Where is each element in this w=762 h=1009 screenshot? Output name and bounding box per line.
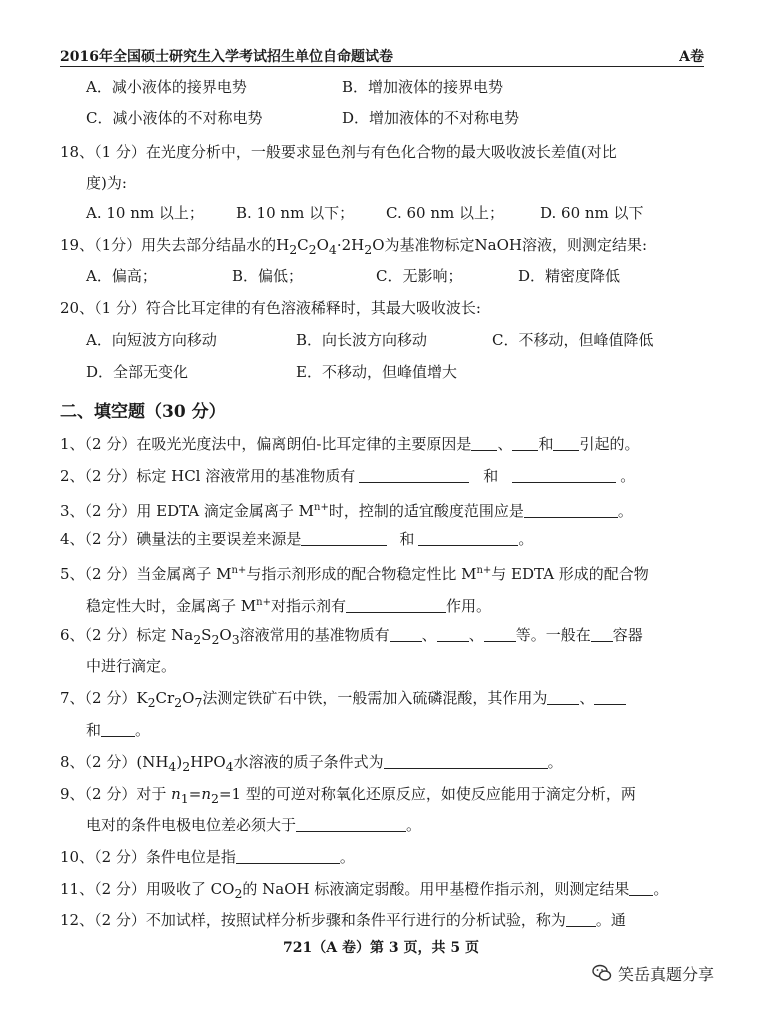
q20-option-a: A．向短波方向移动 bbox=[86, 331, 217, 349]
q20-option-c: C．不移动，但峰值降低 bbox=[492, 331, 654, 349]
fill-question-6-line2: 中进行滴定。 bbox=[86, 657, 177, 675]
fill-question-4: 4、（2 分）碘量法的主要误差来源是 和 。 bbox=[60, 530, 534, 548]
q19-option-c: C．无影响； bbox=[376, 267, 463, 285]
q18-option-a: A. 10 nm 以上； bbox=[86, 204, 204, 222]
fill-question-1: 1、（2 分）在吸光光度法中，偏离朗伯-比耳定律的主要原因是 、 和 引起的。 bbox=[60, 435, 640, 453]
watermark-text: 笑岳真题分享 bbox=[618, 965, 715, 984]
wechat-icon bbox=[592, 963, 612, 983]
fill-question-5-line2: 稳定性大时，金属离子 $M^{n+}$对指示剂有 作用。 bbox=[86, 597, 491, 615]
fill-question-6-line1: 6、（2 分）标定 $Na_2S_2O_3$溶液常用的基准物质有 、 、 等。一般在 容器 bbox=[60, 626, 643, 647]
q17-option-b: B．增加液体的接界电势 bbox=[342, 78, 504, 96]
q20-stem: 20、（1 分）符合比耳定律的有色溶液稀释时，其最大吸收波长: bbox=[60, 299, 481, 317]
q18-stem-line2: 度)为: bbox=[86, 174, 127, 192]
fill-question-9-line2: 电对的条件电极电位差必须大于 。 bbox=[86, 816, 422, 834]
exam-version: A卷 bbox=[679, 49, 704, 65]
fill-question-5-line1: 5、（2 分）当金属离子 $M^{n+}$与指示剂形成的配合物稳定性比 $M^{n+}$与 EDTA 形成的配合物 bbox=[60, 565, 649, 583]
fill-question-11: 11、（2 分）用吸收了 $CO_2$的 NaOH 标液滴定弱酸。用甲基橙作指示剂，则测定结果 。 bbox=[60, 880, 669, 901]
fill-question-3: 3、（2 分）用 EDTA 滴定金属离子 $M^{n+}$时，控制的适宜酸度范围应是 。 bbox=[60, 502, 633, 520]
q19-option-a: A．偏高； bbox=[86, 267, 157, 285]
section-title: 二、填空题（30 分） bbox=[60, 402, 226, 422]
page-footer: 721（A 卷）第 3 页，共 5 页 bbox=[283, 940, 479, 956]
fill-question-10: 10、（2 分）条件电位是指 。 bbox=[60, 848, 355, 866]
q20-option-d: D．全部无变化 bbox=[86, 363, 189, 381]
fill-question-9-line1: 9、（2 分）对于 $n_1=n_2=1$ 型的可逆对称氧化还原反应，如使反应能用于滴定分析，两 bbox=[60, 785, 636, 806]
fill-question-2: 2、（2 分）标定 HCl 溶液常用的基准物质有 和 。 bbox=[60, 467, 636, 485]
q19-option-b: B．偏低； bbox=[232, 267, 304, 285]
fill-question-7-line2: 和 。 bbox=[86, 721, 151, 739]
q17-option-d: D．增加液体的不对称电势 bbox=[342, 109, 520, 127]
q19-stem: 19、（1分）用失去部分结晶水的$H_2C_2O_4\cdot 2H_2O$为基准物标定NaOH溶液，则测定结果: bbox=[60, 236, 648, 257]
page-header bbox=[60, 42, 704, 67]
fill-question-8: 8、（2 分）$(NH_4)_2HPO_4$水溶液的质子条件式为 。 bbox=[60, 753, 563, 774]
q20-option-e: E．不移动，但峰值增大 bbox=[296, 363, 457, 381]
exam-title: 2016年全国硕士研究生入学考试招生单位自命题试卷 bbox=[60, 49, 393, 65]
q20-option-b: B．向长波方向移动 bbox=[296, 331, 428, 349]
q19-option-d: D．精密度降低 bbox=[518, 267, 621, 285]
q17-option-c: C．减小液体的不对称电势 bbox=[86, 109, 263, 127]
q18-option-b: B. 10 nm 以下； bbox=[236, 204, 355, 222]
q17-option-a: A．减小液体的接界电势 bbox=[86, 78, 247, 96]
q18-stem-line1: 18、（1 分）在光度分析中，一般要求显色剂与有色化合物的最大吸收波长差值(对比 bbox=[60, 143, 617, 161]
q18-option-d: D. 60 nm 以下 bbox=[540, 204, 644, 222]
fill-question-12: 12、（2 分）不加试样，按照试样分析步骤和条件平行进行的分析试验，称为 。通 bbox=[60, 911, 626, 929]
q18-option-c: C. 60 nm 以上； bbox=[386, 204, 504, 222]
fill-question-7-line1: 7、（2 分）$K_2Cr_2O_7$法测定铁矿石中铁，一般需加入硫磷混酸，其作用为 、 bbox=[60, 688, 626, 713]
